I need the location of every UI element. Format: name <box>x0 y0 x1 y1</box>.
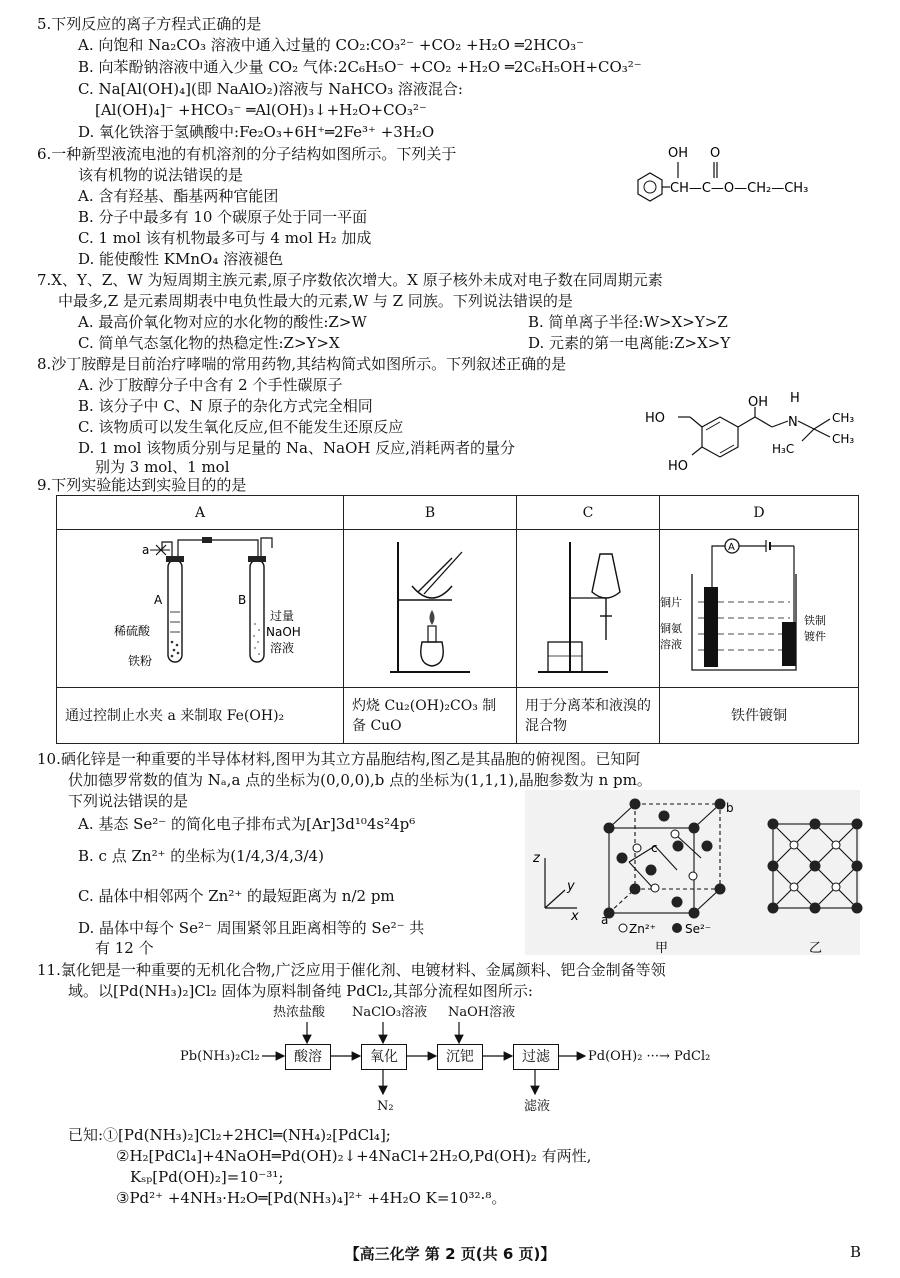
q8-option-b: B. 该分子中 C、N 原子的杂化方式完全相同 <box>78 397 373 415</box>
q9d-ammeter: A <box>728 541 735 553</box>
q9a-label-tube-b: B <box>238 592 247 607</box>
q10-stem-cont: 伏加德罗常数的值为 Nₐ,a 点的坐标为(0,0,0),b 点的坐标为(1,1,1),晶胞参数为 n pm。 <box>68 771 652 789</box>
flow-start: Pb(NH₃)₂Cl₂ <box>180 1049 260 1064</box>
q9a-label-acid: 稀硫酸 <box>114 623 151 638</box>
q6-fig-oh: OH <box>668 146 689 161</box>
q9d-cu-ammonia: 铜氨 <box>660 621 682 635</box>
q10-fig-x: x <box>571 909 579 924</box>
q11-stem-cont: 域。以[Pd(NH₃)₂]Cl₂ 固体为原料制备纯 PdCl₂,其部分流程如图所示: <box>68 982 533 1000</box>
q5-option-a: A. 向饱和 Na₂CO₃ 溶液中通入过量的 CO₂:CO₃²⁻ +CO₂ +H₂O ═2HCO₃⁻ <box>78 36 585 54</box>
q9-caption-c: 用于分离苯和液溴的混合物 <box>517 688 660 744</box>
q5-stem: 5.下列反应的离子方程式正确的是 <box>37 15 262 33</box>
flow-step-acid-dissolve: 酸溶 <box>285 1044 331 1070</box>
q9a-label-naoh: NaOH <box>266 624 301 639</box>
q9a-label-iron: 铁粉 <box>128 653 153 668</box>
q7-stem-cont: 中最多,Z 是元素周期表中电负性最大的元素,W 与 Z 同族。下列说法错误的是 <box>58 292 573 310</box>
q9-apparatus-c <box>528 532 648 682</box>
q9-figure-c <box>517 530 660 688</box>
q8-fig-n: N <box>788 415 798 430</box>
flow-reagent-2: NaClO₃溶液 <box>352 1005 428 1020</box>
q10-fig-c: c <box>651 841 658 855</box>
q10-stem: 10.硒化锌是一种重要的半导体材料,图甲为其立方晶胞结构,图乙是其晶胞的俯视图。已知阿 <box>37 750 641 768</box>
q9-caption-a: 通过控制止水夹 a 来制取 Fe(OH)₂ <box>57 688 344 744</box>
q8-structure-figure <box>640 391 865 485</box>
q8-stem: 8.沙丁胺醇是目前治疗哮喘的常用药物,其结构简式如图所示。下列叙述正确的是 <box>37 355 567 373</box>
q11-known-3: ③Pd²⁺ +4NH₃·H₂O═[Pd(NH₃)₄]²⁺ +4H₂O K=10³²·⁸。 <box>116 1189 507 1207</box>
q9-caption-d: 铁件镀铜 <box>660 688 859 744</box>
q7-option-b: B. 简单离子半径:W>X>Y>Z <box>528 313 728 331</box>
q6-option-d: D. 能使酸性 KMnO₄ 溶液褪色 <box>78 250 284 268</box>
q10-crystal-figure <box>525 790 860 955</box>
q9-apparatus-d <box>660 532 844 682</box>
flow-arrows <box>0 1018 900 1098</box>
q5-option-c: C. Na[Al(OH)₄](即 NaAlO₂)溶液与 NaHCO₃ 溶液混合: <box>78 80 463 98</box>
q10-stem-cont2: 下列说法错误的是 <box>68 792 189 810</box>
q6-structure-figure <box>610 140 870 220</box>
q9-figure-b <box>344 530 517 688</box>
q5-option-b: B. 向苯酚钠溶液中通入少量 CO₂ 气体:2C₆H₅O⁻ +CO₂ +H₂O ═2C₆H₅OH+CO₃²⁻ <box>78 58 642 76</box>
q9-header-b: B <box>344 496 517 530</box>
q8-option-d: D. 1 mol 该物质分别与足量的 Na、NaOH 反应,消耗两者的量分 <box>78 439 515 457</box>
q9d-iron-piece-2: 镀件 <box>804 629 826 643</box>
q8-option-d-cont: 别为 3 mol、1 mol <box>95 458 230 476</box>
q7-option-d: D. 元素的第一电离能:Z>X>Y <box>528 334 731 352</box>
q6-option-c: C. 1 mol 该有机物最多可与 4 mol H₂ 加成 <box>78 229 372 247</box>
q9-caption-b: 灼烧 Cu₂(OH)₂CO₃ 制备 CuO <box>344 688 517 744</box>
paper-version: B <box>850 1243 862 1261</box>
q9d-soln: 溶液 <box>660 637 682 651</box>
q9-header-c: C <box>517 496 660 530</box>
q11-known-2: ②H₂[PdCl₄]+4NaOH═Pd(OH)₂↓+4NaCl+2H₂O,Pd(OH)₂ 有两性, <box>116 1147 592 1165</box>
q6-stem: 6.一种新型液流电池的有机溶剂的分子结构如图所示。下列关于 <box>37 145 457 163</box>
flow-step-precipitate: 沉钯 <box>437 1044 483 1070</box>
q6-fig-o: O <box>710 146 721 161</box>
q9-apparatus-a <box>100 532 300 682</box>
q10-fig-yi: 乙 <box>809 941 823 956</box>
q10-fig-z: z <box>533 851 540 866</box>
q11-stem: 11.氯化钯是一种重要的无机化合物,广泛应用于催化剂、电镀材料、金属颜料、钯合金制备等领 <box>37 961 666 979</box>
q9d-cu-sheet: 铜片 <box>660 595 682 609</box>
q8-fig-ho1: HO <box>645 411 666 426</box>
q8-fig-h3c: H₃C <box>772 442 795 456</box>
q11-known-2-ksp: Kₛₚ[Pd(OH)₂]=10⁻³¹; <box>130 1168 284 1186</box>
q8-fig-ho2: HO <box>668 459 689 474</box>
q10-option-c: C. 晶体中相邻两个 Zn²⁺ 的最短距离为 n/2 pm <box>78 887 395 905</box>
q9-header-d: D <box>660 496 859 530</box>
q6-fig-chain: CH—C—O—CH₂—CH₃ <box>670 181 809 196</box>
q8-option-c: C. 该物质可以发生氧化反应,但不能发生还原反应 <box>78 418 404 436</box>
q10-fig-y: y <box>567 879 575 894</box>
q9-figure-d <box>660 530 859 688</box>
q9-apparatus-b <box>370 532 490 682</box>
q10-fig-zn: Zn²⁺ <box>629 922 656 936</box>
q5-option-c-equation: [Al(OH)₄]⁻ +HCO₃⁻ ═Al(OH)₃↓+H₂O+CO₃²⁻ <box>95 101 427 119</box>
q9-experiment-table <box>56 495 859 744</box>
q11-known-1: 已知:①[Pd(NH₃)₂]Cl₂+2HCl═(NH₄)₂[PdCl₄]; <box>68 1126 391 1144</box>
q6-option-b: B. 分子中最多有 10 个碳原子处于同一平面 <box>78 208 368 226</box>
q9a-label-tube-a: A <box>154 592 163 607</box>
q10-option-b: B. c 点 Zn²⁺ 的坐标为(1/4,3/4,3/4) <box>78 847 324 865</box>
q8-option-a: A. 沙丁胺醇分子中含有 2 个手性碳原子 <box>78 376 343 394</box>
q10-fig-b: b <box>726 801 734 815</box>
q9a-label-a: a <box>142 542 150 557</box>
q9a-label-excess: 过量 <box>270 608 295 623</box>
page-footer: 【高三化学 第 2 页(共 6 页)】 <box>344 1245 556 1263</box>
q10-option-d-cont: 有 12 个 <box>95 939 154 957</box>
q9-figure-a <box>57 530 344 688</box>
q9-header-a: A <box>57 496 344 530</box>
q9d-iron-piece-1: 铁制 <box>804 613 826 627</box>
q10-fig-jia: 甲 <box>655 941 669 956</box>
q7-option-a: A. 最高价氧化物对应的水化物的酸性:Z>W <box>78 313 367 331</box>
flow-step-filter: 过滤 <box>513 1044 559 1070</box>
q10-option-a: A. 基态 Se²⁻ 的简化电子排布式为[Ar]3d¹⁰4s²4p⁶ <box>78 815 416 833</box>
q7-option-c: C. 简单气态氢化物的热稳定性:Z>Y>X <box>78 334 340 352</box>
q10-fig-a: a <box>601 913 609 927</box>
q8-fig-oh: OH <box>748 395 769 410</box>
flow-product: Pd(OH)₂ ···→ PdCl₂ <box>588 1049 711 1064</box>
q9-stem: 9.下列实验能达到实验目的的是 <box>37 476 247 494</box>
q6-stem-cont: 该有机物的说法错误的是 <box>78 166 244 184</box>
q10-fig-se: Se²⁻ <box>685 922 712 936</box>
q8-fig-ch3a: CH₃ <box>832 411 855 425</box>
q5-option-d: D. 氧化铁溶于氢碘酸中:Fe₂O₃+6H⁺═2Fe³⁺ +3H₂O <box>78 123 435 141</box>
q7-stem: 7.X、Y、Z、W 为短周期主族元素,原子序数依次增大。X 原子核外未成对电子数在同周期元素 <box>37 271 663 289</box>
flow-reagent-3: NaOH溶液 <box>448 1005 516 1020</box>
flow-step-oxidize: 氧化 <box>361 1044 407 1070</box>
q9a-label-soln: 溶液 <box>270 640 295 655</box>
flow-reagent-1: 热浓盐酸 <box>273 1005 326 1020</box>
q10-option-d: D. 晶体中每个 Se²⁻ 周围紧邻且距离相等的 Se²⁻ 共 <box>78 919 425 937</box>
q8-fig-h: H <box>790 391 800 406</box>
flow-output-n2: N₂ <box>377 1099 394 1114</box>
q8-fig-ch3b: CH₃ <box>832 432 855 446</box>
q6-option-a: A. 含有羟基、酯基两种官能团 <box>78 187 279 205</box>
flow-output-filtrate: 滤液 <box>524 1099 551 1114</box>
